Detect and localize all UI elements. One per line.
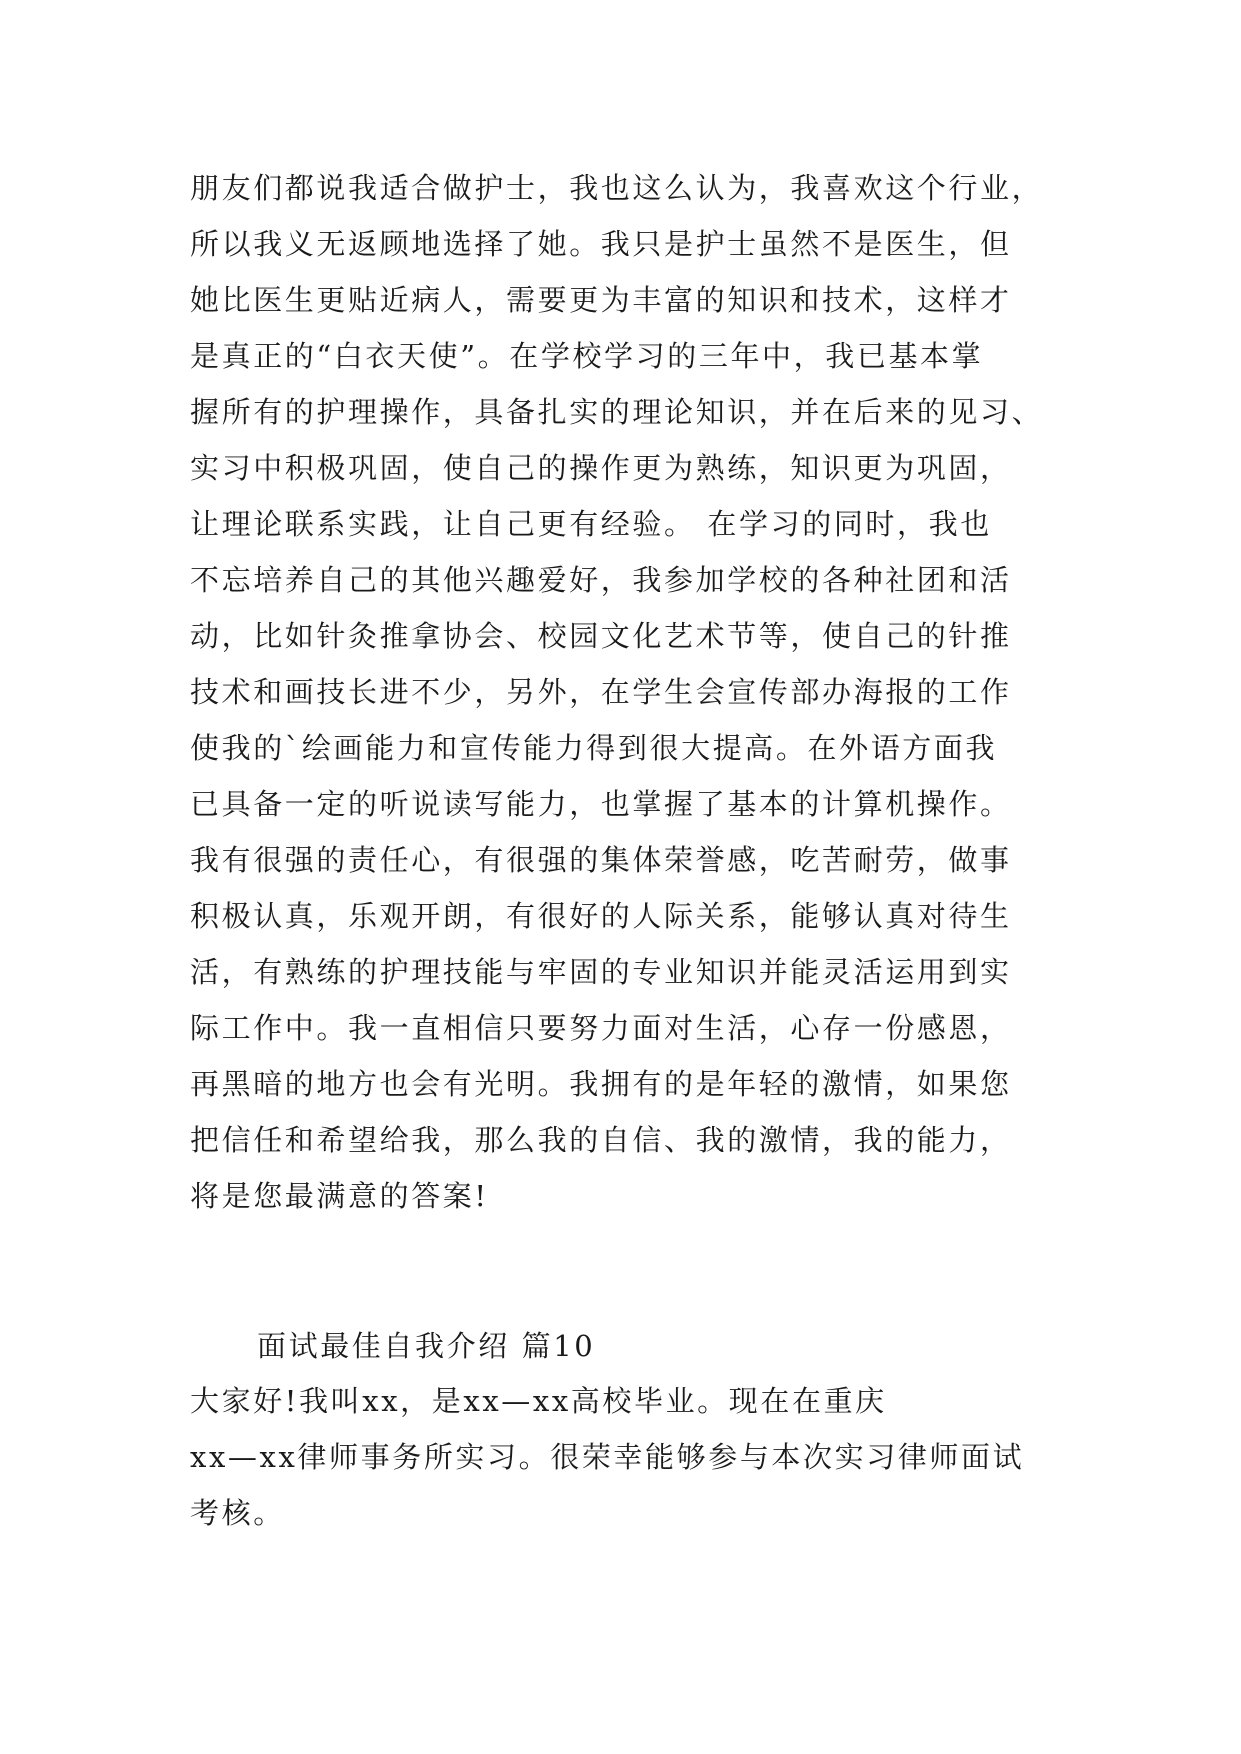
text-line: 不忘培养自己的其他兴趣爱好，我参加学校的各种社团和活 [190,563,1012,597]
text-line: 际工作中。我一直相信只要努力面对生活，心存一份感恩， [190,1011,1012,1045]
text-line: 握所有的护理操作，具备扎实的理论知识，并在后来的见习、 [190,395,1044,429]
section-heading: 面试最佳自我介绍 篇10 [257,1329,596,1363]
paragraph-self-intro-lawyer [190,1373,1070,1541]
text-line: 积极认真，乐观开朗，有很好的人际关系，能够认真对待生 [190,899,1012,933]
text-line: 考核。 [190,1496,285,1530]
text-line: 让理论联系实践，让自己更有经验。 在学习的同时，我也 [190,507,992,541]
text-line: 将是您最满意的答案! [190,1179,489,1213]
text-line: 使我的`绘画能力和宣传能力得到很大提高。在外语方面我 [190,731,998,765]
text-line: 已具备一定的听说读写能力，也掌握了基本的计算机操作。 [190,787,1012,821]
text-line: 活，有熟练的护理技能与牢固的专业知识并能灵活运用到实 [190,955,1012,989]
text-line: 她比医生更贴近病人，需要更为丰富的知识和技术，这样才 [190,283,1012,317]
text-line: 动，比如针灸推拿协会、校园文化艺术节等，使自己的针推 [190,619,1012,653]
text-line: 大家好!我叫xx，是xx—xx高校毕业。现在在重庆 [190,1384,887,1418]
text-line: xx—xx律师事务所实习。很荣幸能够参与本次实习律师面试 [190,1440,1025,1474]
text-line: 朋友们都说我适合做护士，我也这么认为，我喜欢这个行业， [190,171,1044,205]
text-line: 把信任和希望给我，那么我的自信、我的激情，我的能力， [190,1123,1012,1157]
text-line: 再黑暗的地方也会有光明。我拥有的是年轻的激情，如果您 [190,1067,1012,1101]
text-line: 实习中积极巩固，使自己的操作更为熟练，知识更为巩固， [190,451,1012,485]
text-line: 我有很强的责任心，有很强的集体荣誉感，吃苦耐劳，做事 [190,843,1012,877]
text-line: 是真正的“白衣天使”。在学校学习的三年中，我已基本掌 [190,339,984,373]
text-line: 所以我义无返顾地选择了她。我只是护士虽然不是医生，但 [190,227,1012,261]
paragraph-self-intro-nurse [190,160,1070,1224]
text-line: 技术和画技长进不少，另外，在学生会宣传部办海报的工作 [190,675,1012,709]
